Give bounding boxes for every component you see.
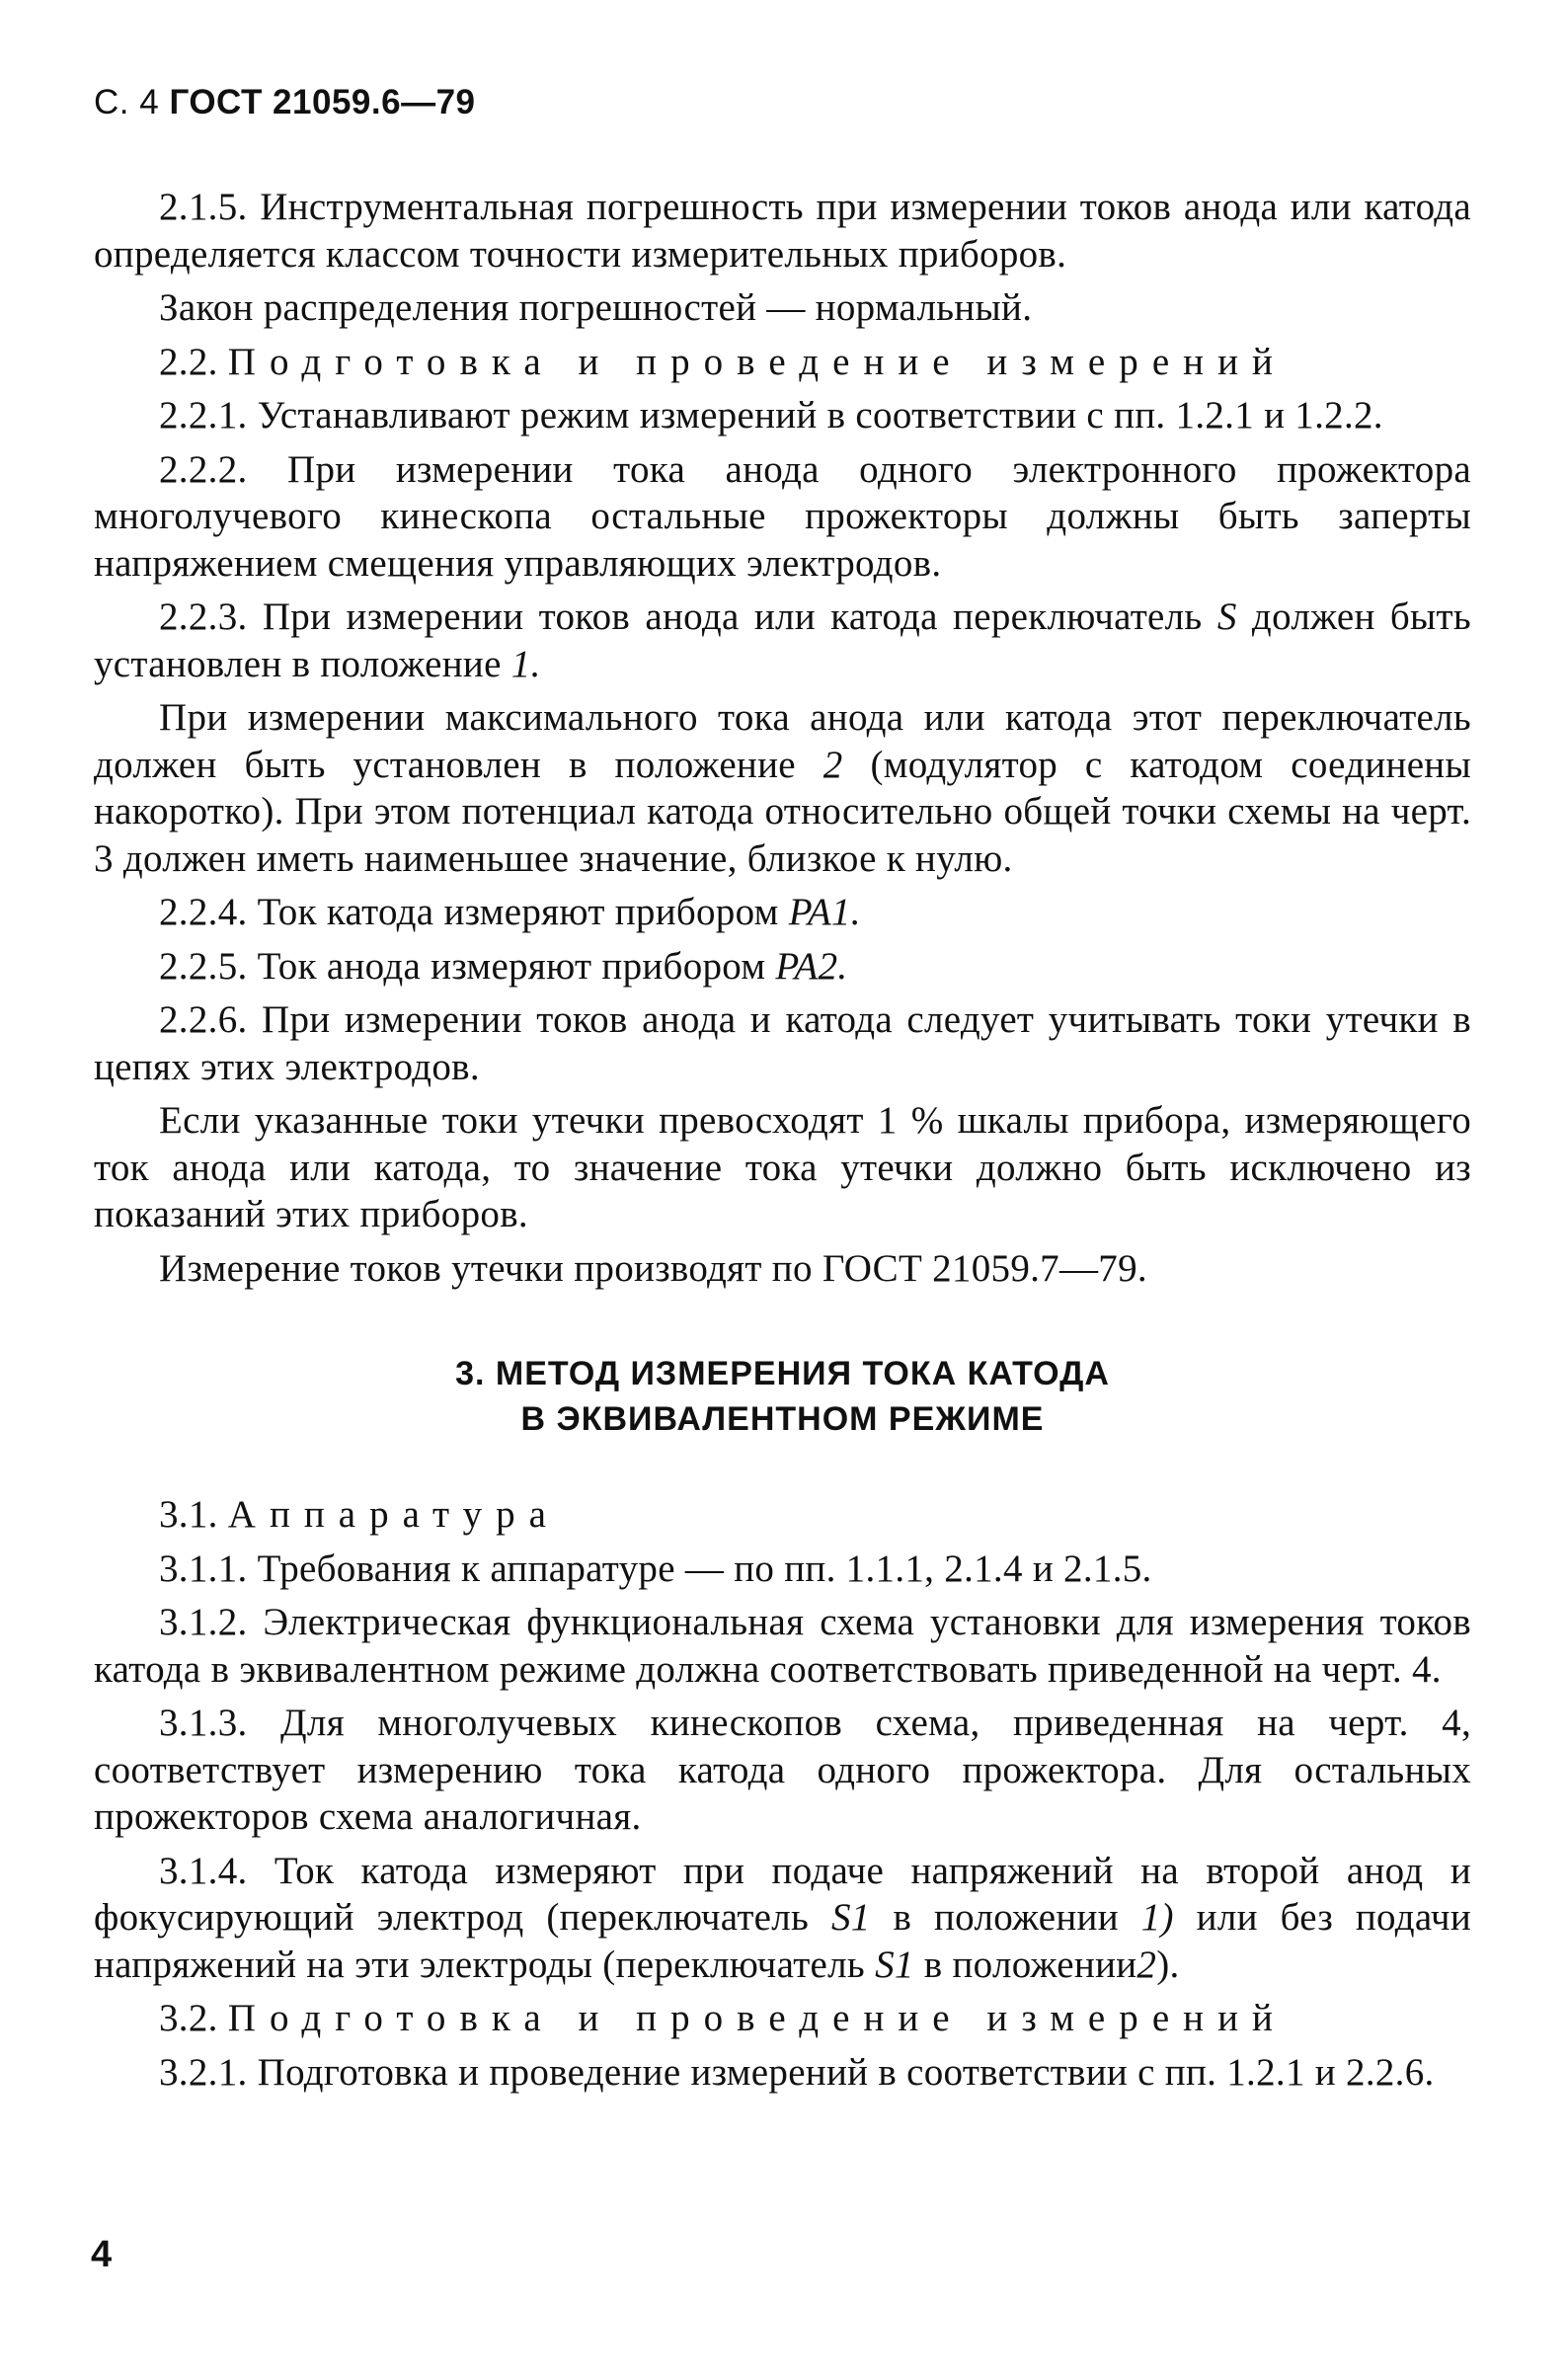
subsection-title: Подготовка и проведение измерений <box>227 1997 1287 2039</box>
section-3-title <box>94 1351 1471 1442</box>
paragraph-leakage-gost: Измерение токов утечки производят по ГОСТ 21059.7—79. <box>159 1246 1147 1290</box>
paragraph-2-2-6: 2.2.6. При измерении токов анода и катода следует учитывать токи утечки в цепях этих электродов. <box>94 998 1471 1088</box>
subsection-title: Аппаратура <box>227 1493 561 1536</box>
paragraph-3-1-3: 3.1.3. Для многолучевых кинескопов схема, приведенная на черт. 4, соответствует измерению тока катода одного прожектора. Для остальных прожекторов схема аналогичная. <box>94 1702 1471 1838</box>
page-number: 4 <box>91 2234 113 2275</box>
paragraph-max-current <box>94 694 1471 882</box>
switch-label: S <box>1216 595 1237 638</box>
subsection-heading-3-2 <box>94 1995 1471 2042</box>
paragraph-2-1-5: 2.1.5. Инструментальная погрешность при измерении токов анода или катода определяется классом точности измерительных приборов. <box>94 186 1471 276</box>
subsection-number: 3.1. <box>159 1493 218 1536</box>
device-label: PA1. <box>788 891 861 933</box>
section-title-line: 3. МЕТОД ИЗМЕРЕНИЯ ТОКА КАТОДА <box>455 1355 1110 1392</box>
paragraph-3-2-1: 3.2.1. Подготовка и проведение измерений в соответствии с пп. 1.2.1 и 2.2.6. <box>159 2050 1435 2094</box>
text-run: ). <box>1156 1943 1180 1986</box>
page-prefix: С. 4 <box>94 83 160 121</box>
switch-label: S1 <box>830 1896 871 1939</box>
subsection-number: 2.2. <box>159 340 218 383</box>
text-run: в положении <box>893 1896 1119 1939</box>
paragraph-error-law: Закон распределения погрешностей — нормальный. <box>159 286 1033 329</box>
paragraph-2-2-1: 2.2.1. Устанавливают режим измерений в соответствии с пп. 1.2.1 и 1.2.2. <box>159 394 1383 436</box>
section-title-line: В ЭКВИВАЛЕНТНОМ РЕЖИМЕ <box>520 1400 1045 1438</box>
subsection-number: 3.2. <box>159 1997 218 2039</box>
subsection-heading-3-1 <box>94 1491 1471 1539</box>
subsection-heading-2-2 <box>94 339 1471 386</box>
body-text <box>94 184 1471 2096</box>
text-run: 3.1.4. Ток катода измеряют при подаче напряжений на второй анод и фокусирующий электрод (переключатель <box>94 1849 1471 1939</box>
paragraph-3-1-4 <box>94 1848 1471 1989</box>
position-number: 1. <box>510 642 541 685</box>
document-page <box>94 81 1471 2102</box>
paragraph-leakage: Если указанные токи утечки превосходят 1 % шкалы прибора, измеряющего ток анода или катода, то значение тока утечки должно быть исключено из показаний этих приборов. <box>94 1099 1471 1235</box>
page-header <box>94 81 1471 124</box>
switch-label: S1 <box>875 1943 914 1986</box>
text-run: 2.2.4. Ток катода измеряют прибором <box>159 891 779 933</box>
standard-number: ГОСТ 21059.6—79 <box>169 83 476 121</box>
position-number: 2 <box>823 743 843 786</box>
paragraph-2-2-5 <box>94 943 1471 991</box>
device-label: PA2. <box>775 944 848 988</box>
text-run: (модулятор с катодом соединены накоротко). При этом потенциал катода относительно общей точки схемы на черт. 3 должен иметь наименьшее значение, близкое к нулю. <box>94 743 1471 880</box>
text-run: или без подачи напряжений на эти электроды (переключатель <box>94 1896 1471 1986</box>
position-number: 1) <box>1140 1896 1174 1939</box>
paragraph-3-1-2: 3.1.2. Электрическая функциональная схема установки для измерения токов катода в эквивалентном режиме должна соответствовать приведенной на черт. 4. <box>94 1601 1471 1691</box>
text-run: 2.2.5. Ток анода измеряют прибором <box>159 944 766 988</box>
position-number: 2 <box>1136 1943 1157 1986</box>
paragraph-2-2-3 <box>94 594 1471 687</box>
paragraph-2-2-2: 2.2.2. При измерении тока анода одного электронного прожектора многолучевого кинескопа остальные прожекторы должны быть заперты напряжением смещения управляющих электродов. <box>94 447 1471 585</box>
paragraph-3-1-1: 3.1.1. Требования к аппаратуре — по пп. 1.1.1, 2.1.4 и 2.1.5. <box>159 1547 1152 1590</box>
text-run: в положении <box>923 1943 1137 1986</box>
text-run: При измерении максимального тока анода или катода этот переключатель должен быть установлен в положение <box>94 696 1471 786</box>
subsection-title: Подготовка и проведение измерений <box>227 340 1287 383</box>
text-run: должен быть установлен в положение <box>94 595 1471 685</box>
text-run: 2.2.3. При измерении токов анода или катода переключатель <box>159 595 1203 638</box>
paragraph-2-2-4 <box>94 889 1471 936</box>
